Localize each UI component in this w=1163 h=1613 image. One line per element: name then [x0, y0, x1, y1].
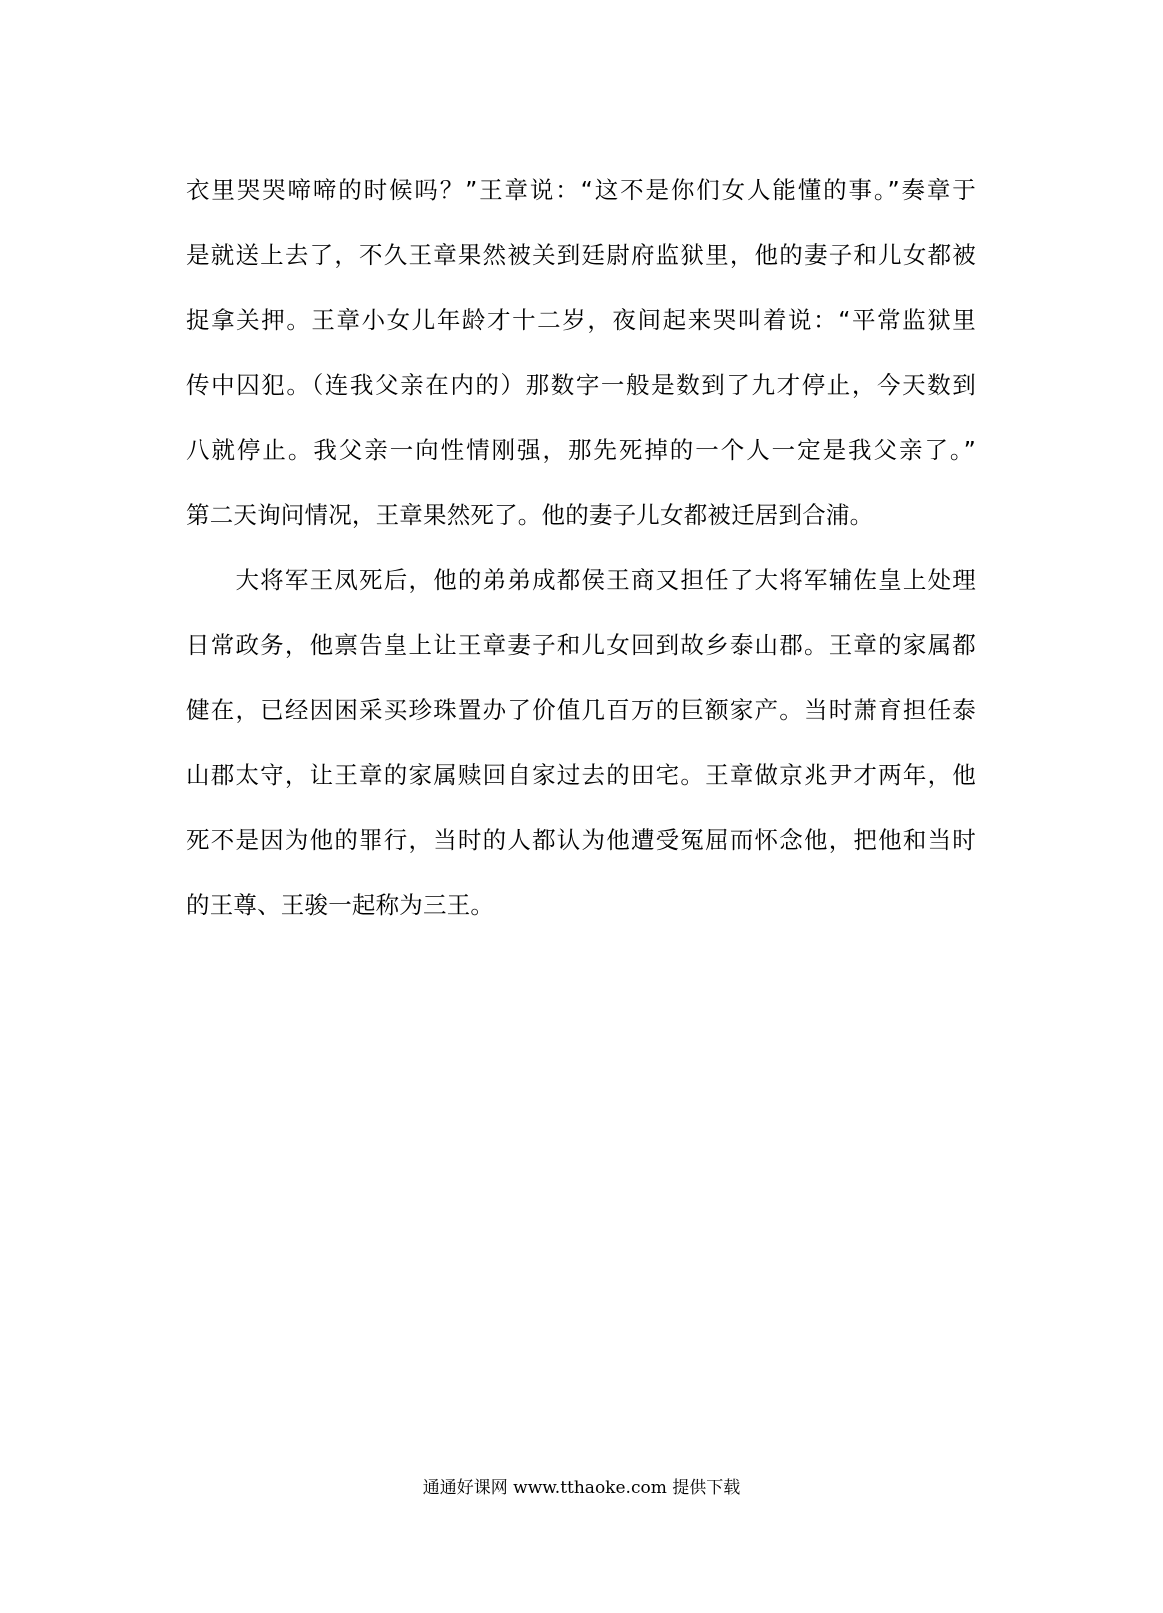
- body-text: [186, 158, 976, 938]
- text-line: 日常政务，他禀告皇上让王章妻子和儿女回到故乡泰山郡。王章的家属都: [186, 631, 976, 659]
- text-line: 的王尊、王骏一起称为三王。: [186, 891, 495, 919]
- text-line: 传中囚犯。（连我父亲在内的）那数字一般是数到了九才停止，今天数到: [186, 371, 976, 399]
- text-line: 八就停止。我父亲一向性情刚强，那先死掉的一个人一定是我父亲了。”: [186, 436, 976, 464]
- text-line: 山郡太守，让王章的家属赎回自家过去的田宅。王章做京兆尹才两年，他: [186, 761, 976, 789]
- text-line: 衣里哭哭啼啼的时候吗？”王章说：“这不是你们女人能懂的事。”奏章于: [186, 176, 976, 204]
- text-line: 大将军王凤死后，他的弟弟成都侯王商又担任了大将军辅佐皇上处理: [186, 566, 976, 594]
- text-line: 死不是因为他的罪行，当时的人都认为他遭受冤屈而怀念他，把他和当时: [186, 826, 976, 854]
- page-footer: 通通好课网 www.tthaoke.com 提供下载: [422, 1478, 741, 1498]
- text-line: 第二天询问情况，王章果然死了。他的妻子儿女都被迁居到合浦。: [186, 501, 874, 529]
- text-line: 是就送上去了，不久王章果然被关到廷尉府监狱里，他的妻子和儿女都被: [186, 241, 976, 269]
- text-line: 捉拿关押。王章小女儿年龄才十二岁，夜间起来哭叫着说：“平常监狱里: [186, 306, 976, 334]
- text-line: 健在，已经因困采买珍珠置办了价值几百万的巨额家产。当时萧育担任泰: [186, 696, 976, 724]
